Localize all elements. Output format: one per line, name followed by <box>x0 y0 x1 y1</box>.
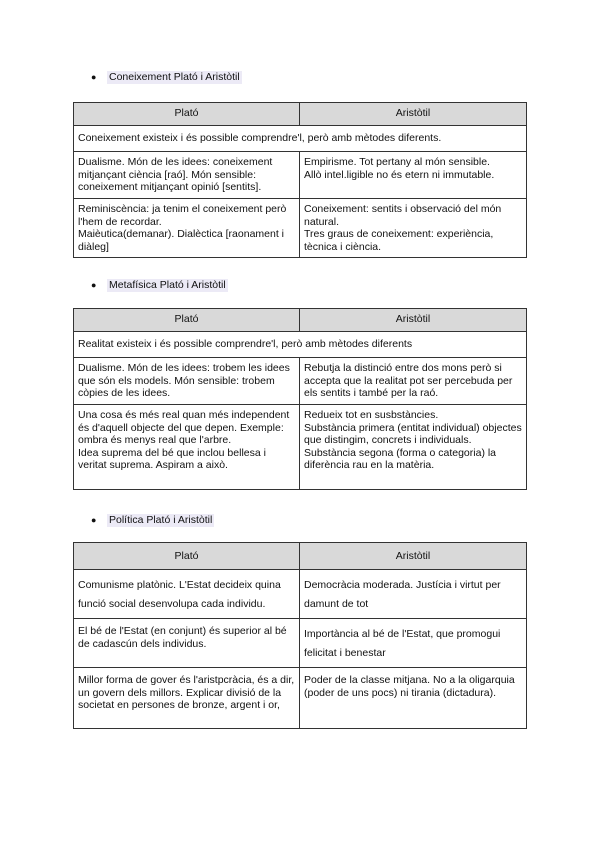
bullet-icon: ● <box>91 280 97 290</box>
cell-plato: Dualisme. Món de les idees: coneixement mitjançant ciència [raó]. Món sensible: coneixement mitjançant opinió [sentits]. <box>74 152 300 199</box>
table-row <box>74 570 527 619</box>
table-row <box>74 619 527 668</box>
bullet-icon: ● <box>91 515 97 525</box>
cell-aristotil: Coneixement: sentits i observació del món natural. Tres graus de coneixement: experiència, tècnica i ciència. <box>300 199 527 258</box>
cell-plato: Reminiscència: ja tenim el coneixement però l'hem de recordar. Maièutica(demanar). Dialèctica [raonament i diàleg] <box>74 199 300 258</box>
column-header-plato: Plató <box>74 543 300 570</box>
cell-aristotil: Rebutja la distinció entre dos mons però si accepta que la realitat pot ser percebuda per els sentits i també per la raó. <box>300 358 527 405</box>
table-row <box>74 126 527 152</box>
cell-aristotil: Empirisme. Tot pertany al món sensible. Allò intel.ligible no és etern ni immutable. <box>300 152 527 199</box>
table-politica <box>73 542 526 729</box>
column-header-aristotil: Aristòtil <box>300 543 527 570</box>
column-header-plato: Plató <box>74 309 300 332</box>
table-row <box>74 332 527 358</box>
cell-plato: Una cosa és més real quan més independent és d'aquell objecte del que depen. Exemple: ombra és menys real que l'arbre. Idea suprema del bé que inclou bellesa i veritat suprema. Aspiram a això. <box>74 405 300 490</box>
table-row <box>74 358 527 405</box>
table-row <box>74 199 527 258</box>
shared-row: Coneixement existeix i és possible comprendre'l, però amb mètodes diferents. <box>74 126 527 152</box>
table-row <box>74 668 527 729</box>
cell-aristotil: Democràcia moderada. Justícia i virtut per damunt de tot <box>300 570 527 619</box>
cell-plato: Millor forma de gover és l'aristpcràcia, és a dir, un govern dels millors. Explicar divisió de la societat en persones de bronze, argent i or, <box>74 668 300 729</box>
table-row <box>74 152 527 199</box>
cell-plato: Comunisme platònic. L'Estat decideix quina funció social desenvolupa cada individu. <box>74 570 300 619</box>
cell-aristotil: Redueix tot en susbstàncies. Substància primera (entitat individual) objectes que distingim, concrets i individuals. Substància segona (forma o categoria) la diferència rau en la matèria. <box>300 405 527 490</box>
column-header-plato: Plató <box>74 103 300 126</box>
column-header-aristotil: Aristòtil <box>300 103 527 126</box>
cell-aristotil: Importància al bé de l'Estat, que promogui felicitat i benestar <box>300 619 527 668</box>
table-header <box>74 543 527 570</box>
cell-aristotil: Poder de la classe mitjana. No a la oligarquia (poder de uns pocs) ni tirania (dictadura). <box>300 668 527 729</box>
table-header <box>74 309 527 332</box>
shared-row: Realitat existeix i és possible comprendre'l, però amb mètodes diferents <box>74 332 527 358</box>
table-header <box>74 103 527 126</box>
bullet-icon: ● <box>91 72 97 82</box>
table-coneixement <box>73 102 526 258</box>
table-metafisica <box>73 308 526 490</box>
cell-plato: Dualisme. Món de les idees: trobem les idees que són els models. Món sensible: trobem còpies de les idees. <box>74 358 300 405</box>
column-header-aristotil: Aristòtil <box>300 309 527 332</box>
table-row <box>74 405 527 490</box>
cell-plato: El bé de l'Estat (en conjunt) és superior al bé de cadascún dels individus. <box>74 619 300 668</box>
